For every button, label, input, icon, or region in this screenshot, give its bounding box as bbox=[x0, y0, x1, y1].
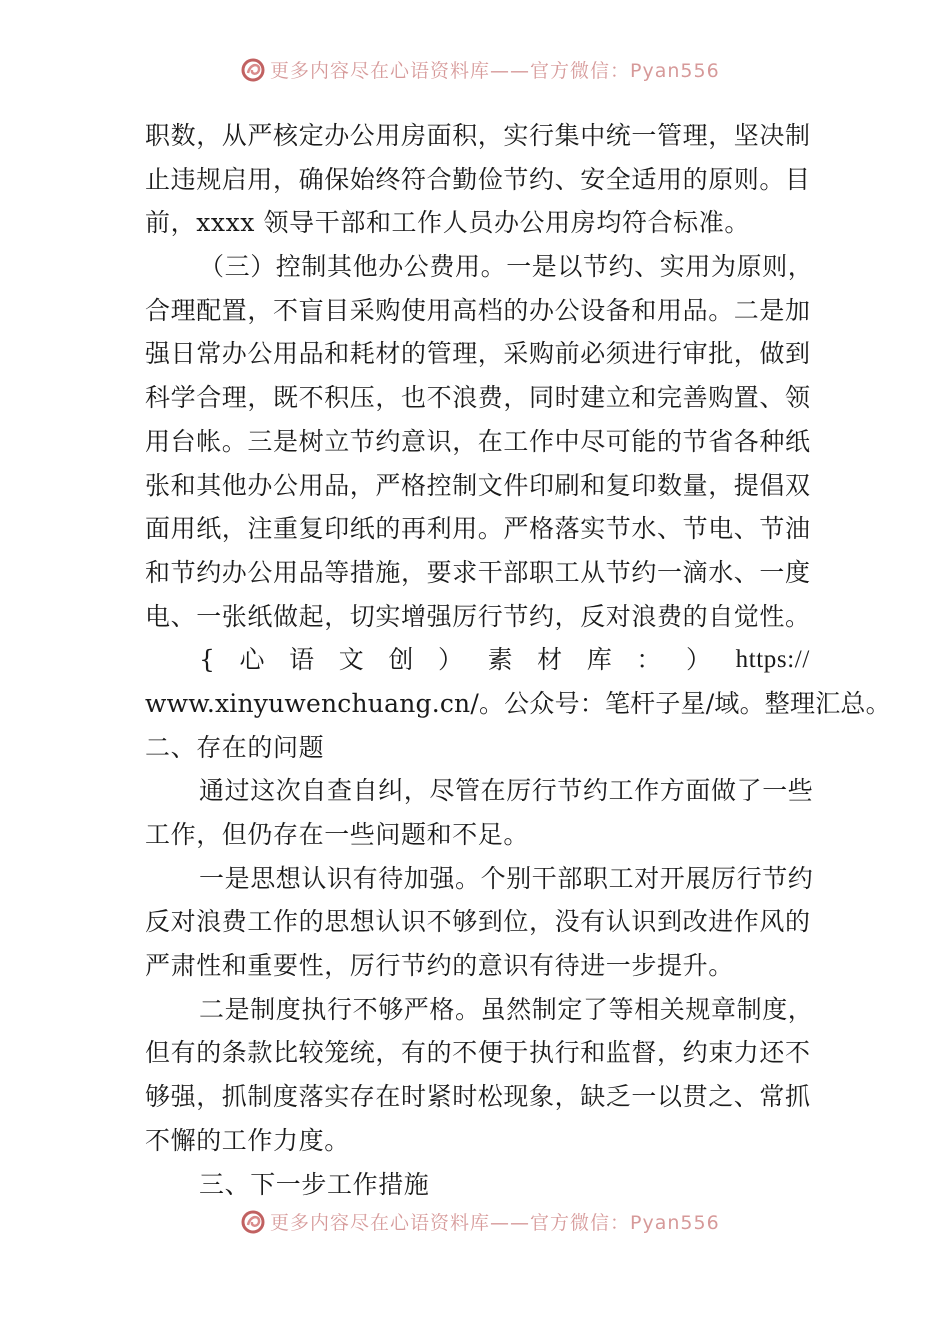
watermark-banner-bottom bbox=[0, 1206, 950, 1236]
paragraph-line: （三）控制其他办公费用。一是以节约、实用为原则， bbox=[199, 252, 814, 282]
paragraph-line: 不懈的工作力度。 bbox=[145, 1125, 350, 1155]
watermark-text: 更多内容尽在心语资料库——官方微信：Pyan556 bbox=[270, 1212, 720, 1234]
paragraph-line: 前，xxxx 领导干部和工作人员办公用房均符合标准。 bbox=[145, 208, 750, 238]
spiral-logo-icon bbox=[240, 57, 266, 83]
source-note-line: { 心 语 文 创 ） 素 材 库 ： ） https:// bbox=[145, 638, 810, 682]
paragraph-line: 工作，但仍存在一些问题和不足。 bbox=[145, 820, 530, 849]
source-note-continuation: www.xinyuwenchuang.cn/。公众号：笔杆子星/域。整理汇总。 bbox=[145, 688, 891, 718]
source-url-link[interactable]: https:// bbox=[735, 646, 810, 674]
paragraph-line: 和节约办公用品等措施，要求干部职工从节约一滴水、一度 bbox=[145, 557, 811, 587]
paragraph-line: 严肃性和重要性，厉行节约的意识有待进一步提升。 bbox=[145, 951, 734, 981]
paragraph-line: 面用纸，注重复印纸的再利用。严格落实节水、节电、节油 bbox=[145, 514, 811, 544]
section-heading: 二、存在的问题 bbox=[145, 732, 325, 762]
paragraph-line: 通过这次自查自纠，尽管在厉行节约工作方面做了一些 bbox=[199, 776, 814, 806]
paragraph-line: 止违规启用，确保始终符合勤俭节约、安全适用的原则。目 bbox=[145, 164, 811, 194]
paragraph-line: 反对浪费工作的思想认识不够到位，没有认识到改进作风的 bbox=[145, 907, 811, 937]
document-body bbox=[145, 114, 891, 1206]
paragraph-line: 够强，抓制度落实存在时紧时松现象，缺乏一以贯之、常抓 bbox=[145, 1082, 811, 1112]
paragraph-line: 电、一张纸做起，切实增强厉行节约，反对浪费的自觉性。 bbox=[145, 601, 811, 631]
paragraph-line: 用台帐。三是树立节约意识，在工作中尽可能的节省各种纸 bbox=[145, 426, 811, 456]
paragraph-line: 二是制度执行不够严格。虽然制定了等相关规章制度， bbox=[199, 994, 814, 1024]
paragraph-line: 一是思想认识有待加强。个别干部职工对开展厉行节约 bbox=[199, 863, 814, 893]
paragraph-line: 科学合理，既不积压，也不浪费，同时建立和完善购置、领 bbox=[145, 383, 811, 413]
paragraph-line: 职数，从严核定办公用房面积，实行集中统一管理，坚决制 bbox=[145, 121, 811, 150]
paragraph-line: 张和其他办公用品，严格控制文件印刷和复印数量，提倡双 bbox=[145, 470, 811, 500]
watermark-banner-top bbox=[0, 54, 950, 84]
paragraph-line: 强日常办公用品和耗材的管理，采购前必须进行审批，做到 bbox=[145, 339, 811, 369]
section-heading: 三、下一步工作措施 bbox=[199, 1169, 430, 1199]
watermark-text: 更多内容尽在心语资料库——官方微信：Pyan556 bbox=[270, 60, 720, 82]
paragraph-line: 合理配置，不盲目采购使用高档的办公设备和用品。二是加 bbox=[145, 295, 811, 325]
paragraph-line: 但有的条款比较笼统，有的不便于执行和监督，约束力还不 bbox=[145, 1038, 811, 1068]
spiral-logo-icon bbox=[240, 1209, 266, 1235]
